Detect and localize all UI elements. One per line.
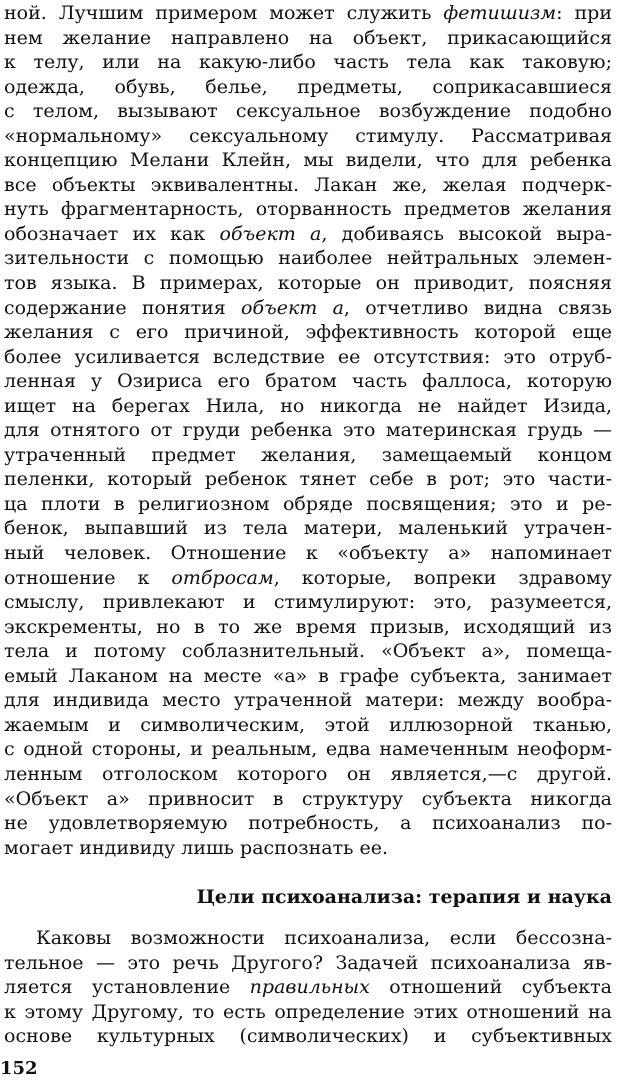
- text-line: [4, 173, 612, 198]
- line-text: Каковы возможности психоанализа, если бессозна-: [36, 927, 612, 949]
- text-line: [4, 975, 612, 1000]
- line-text: для индивида место утраченной матери: между вообра-: [4, 689, 612, 712]
- text-line: [4, 369, 612, 394]
- text-line: [4, 811, 612, 836]
- line-text: для отнятого от груди ребенка это материнская грудь —: [4, 419, 612, 442]
- line-text: экскременты, но в то же время призыв, исходящий из: [4, 615, 612, 638]
- text-line: [4, 664, 612, 689]
- text-line: [4, 75, 612, 100]
- text-line: [4, 26, 612, 51]
- text-line: [4, 246, 612, 271]
- line-text: нем желание направлено на объект, прикасающийся: [4, 26, 612, 49]
- text-line: [4, 713, 612, 738]
- line-text: более усиливается вследствие ее отсутствия: это отруб-: [4, 345, 612, 368]
- text-line: [4, 1024, 612, 1049]
- text-line: [4, 197, 612, 222]
- text-line: [4, 467, 612, 492]
- line-text: к этому Другому, то есть определение этих отношений на: [4, 1000, 612, 1023]
- text-line: [4, 762, 612, 787]
- text-line: [4, 836, 612, 861]
- text-line: [4, 50, 612, 75]
- line-text: ищет на берегах Нила, но никогда не найдет Изида,: [4, 394, 612, 417]
- text-line: [4, 639, 612, 664]
- text-line: [4, 320, 612, 345]
- line-text: ной. Лучшим примером может служить фетишизм: при: [4, 2, 612, 24]
- line-text: ляется установление правильных отношений субъекта: [4, 976, 612, 999]
- line-text: ленная у Озириса его братом часть фаллоса, которую: [4, 370, 612, 393]
- text-line: [4, 271, 612, 296]
- text-line: [4, 615, 612, 640]
- text-line: [4, 418, 612, 443]
- line-text: ца плоти в религиозном обряде посвящения; это и ре-: [4, 492, 612, 515]
- line-text: все объекты эквивалентны. Лакан же, желая подчерк-: [4, 173, 612, 196]
- text-line: [4, 1000, 612, 1025]
- line-text: к телу, или на какую-либо часть тела как таковую;: [4, 51, 612, 74]
- line-text: одежда, обувь, белье, предметы, соприкасавшиеся: [4, 75, 612, 98]
- line-text: ный человек. Отношение к «объекту а» напоминает: [4, 542, 612, 565]
- paragraph-1: [4, 1, 612, 860]
- text-line: [4, 566, 612, 591]
- text-line: [4, 492, 612, 517]
- paragraph-2: [4, 926, 612, 1049]
- line-text: смыслу, привлекают и стимулируют: это, разумеется,: [4, 591, 612, 614]
- text-line: [4, 1, 612, 26]
- line-text: утраченный предмет желания, замещаемый концом: [4, 443, 612, 466]
- line-text: тов языка. В примерах, которые он приводит, поясняя: [4, 272, 612, 295]
- line-text: тельное — это речь Другого? Задачей психоанализа яв-: [4, 951, 612, 974]
- text-line: [4, 737, 612, 762]
- text-line: [4, 394, 612, 419]
- section-heading: Цели психоанализа: терапия и наука: [196, 886, 612, 908]
- line-text: «Объект а» привносит в структуру субъекта никогда: [4, 787, 612, 810]
- line-text: тела и потому соблазнительный. «Объект а», помеща-: [4, 640, 612, 663]
- line-text: емый Лаканом на месте «а» в графе субъекта, занимает: [4, 664, 612, 687]
- line-text: жаемым и символическим, этой иллюзорной тканью,: [4, 713, 612, 736]
- line-text: не удовлетворяемую потребность, а психоанализ по-: [4, 812, 612, 835]
- line-text: основе культурных (символических) и субъективных: [4, 1025, 612, 1048]
- line-text: концепцию Мелани Клейн, мы видели, что для ребенка: [4, 149, 612, 172]
- line-text: пеленки, который ребенок тянет себе в рот; это части-: [4, 468, 612, 491]
- line-text: отношение к отбросам, которые, вопреки здравому: [4, 566, 612, 589]
- line-text: нуть фрагментарность, оторванность предметов желания: [4, 198, 612, 221]
- line-text: ленным отголоском которого он является,—с другой.: [4, 762, 612, 785]
- text-line: [4, 516, 612, 541]
- text-line: [4, 590, 612, 615]
- line-text: зительности с помощью наиболее нейтральных элемен-: [4, 247, 612, 270]
- line-text: обозначает их как объект а, добиваясь высокой выра-: [4, 222, 612, 245]
- text-line: [4, 345, 612, 370]
- page-number: 152: [0, 1058, 38, 1079]
- text-line: [4, 296, 612, 321]
- line-text: могает индивиду лишь распознать ее.: [4, 836, 389, 859]
- text-line: [4, 926, 612, 951]
- text-line: [4, 148, 612, 173]
- line-text: «нормальному» сексуальному стимулу. Рассматривая: [4, 124, 612, 147]
- line-text: содержание понятия объект а, отчетливо видна связь: [4, 296, 612, 319]
- text-line: [4, 541, 612, 566]
- line-text: желания с его причиной, эффективность которой еще: [4, 321, 612, 344]
- line-text: бенок, выпавший из тела матери, маленький утрачен-: [4, 517, 612, 540]
- line-text: с телом, вызывают сексуальное возбуждение подобно: [4, 100, 612, 123]
- text-line: [4, 951, 612, 976]
- text-line: [4, 688, 612, 713]
- line-text: с одной стороны, и реальным, едва намеченным неоформ-: [4, 738, 612, 761]
- text-line: [4, 99, 612, 124]
- text-line: [4, 787, 612, 812]
- text-line: [4, 222, 612, 247]
- text-line: [4, 443, 612, 468]
- text-line: [4, 124, 612, 149]
